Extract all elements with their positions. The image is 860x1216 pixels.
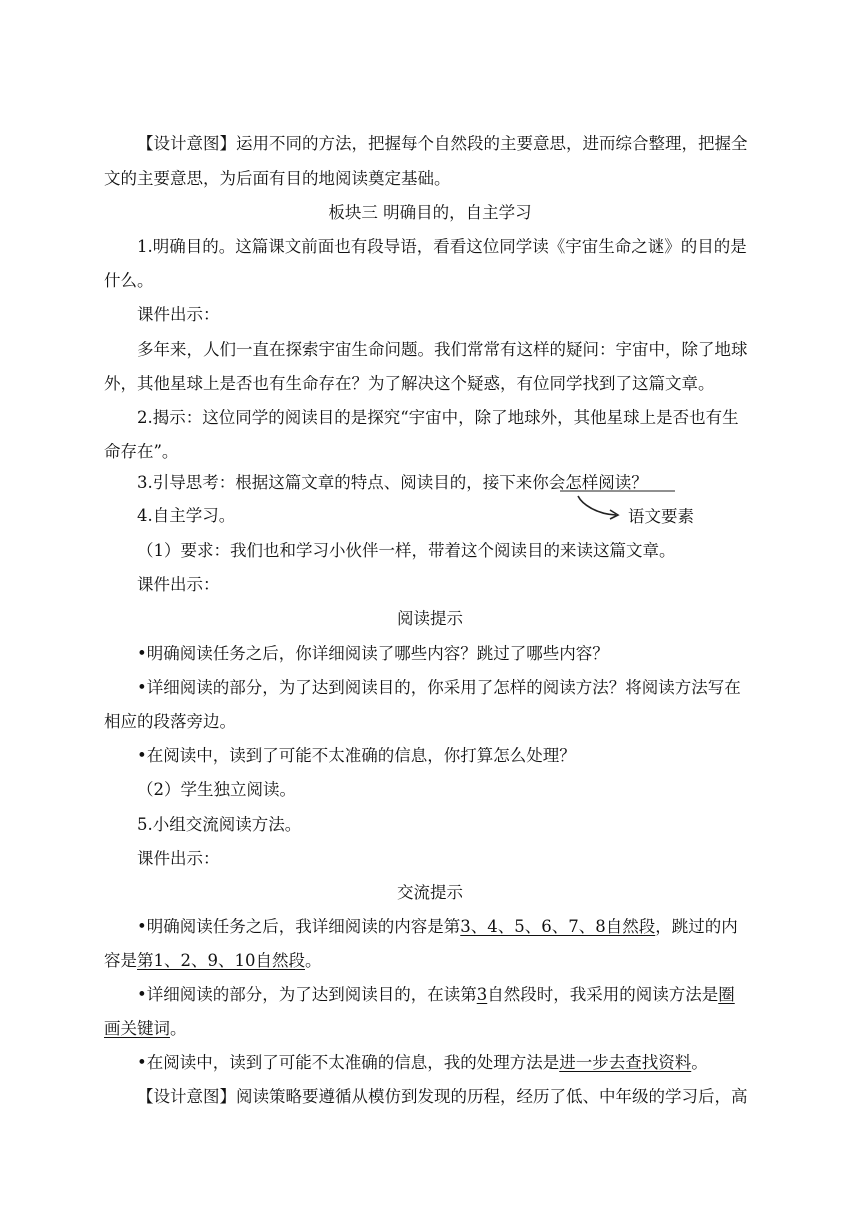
step-2-line-2: 命存在”。 <box>104 442 179 461</box>
courseware-label-3: 课件出示： <box>137 849 220 868</box>
reading-tip-2-line-1: •详细阅读的部分，为了达到阅读目的，你采用了怎样的阅读方法？将阅读方法写在 <box>137 678 741 697</box>
exchange-tip-3-line <box>137 1052 780 1074</box>
step-3-text: 3.引导思考：根据这篇文章的特点、阅读目的，接下来你会怎样阅读？ <box>137 473 648 492</box>
exchange-tip-1-underline-b: 第1、2、9、10自然段 <box>137 951 305 970</box>
design-intent-2-line-1: 【设计意图】阅读策略要遵循从模仿到发现的历程，经历了低、中年级的学习后，高 <box>137 1087 748 1106</box>
exchange-tip-1-line-1 <box>137 916 780 938</box>
exchange-tip-3-underline: 进一步去查找资料 <box>559 1053 692 1072</box>
step-1-line-1: 1.明确目的。这篇课文前面也有段导语，看看这位同学读《宇宙生命之谜》的目的是 <box>137 237 747 256</box>
exchange-tip-2-line-2 <box>104 1018 780 1040</box>
step-1-line-2: 什么。 <box>104 271 154 290</box>
exchange-tip-2-underline-a: 3 <box>476 985 488 1004</box>
reading-tips-title: 阅读提示 <box>397 609 463 628</box>
courseware-quote-line-2: 外，其他星球上是否也有生命存在？为了解决这个疑惑，有位同学找到了这篇文章。 <box>104 374 715 393</box>
exchange-tip-2-underline-b: 圈 <box>718 985 735 1004</box>
annotation-label: 语文要素 <box>628 507 694 526</box>
reading-tip-2-line-2: 相应的段落旁边。 <box>104 712 236 731</box>
courseware-label-2: 课件出示： <box>137 575 220 594</box>
design-intent-line-1: 【设计意图】运用不同的方法，把握每个自然段的主要意思，进而综合整理，把握全 <box>137 134 748 153</box>
exchange-tips-title: 交流提示 <box>397 883 463 902</box>
exchange-tip-3-text-a: •在阅读中，读到了可能不太准确的信息，我的处理方法是 <box>137 1053 560 1072</box>
step-3-line <box>137 472 780 494</box>
step-5-line: 5.小组交流阅读方法。 <box>137 815 302 834</box>
exchange-tip-2-text-b: 自然段时，我采用的阅读方法是 <box>487 985 719 1004</box>
step-4-line: 4.自主学习。 <box>137 506 236 525</box>
step-4-2-line: （2）学生独立阅读。 <box>137 780 296 799</box>
reading-tip-1: •明确阅读任务之后，你详细阅读了哪些内容？跳过了哪些内容？ <box>137 644 609 663</box>
exchange-tip-2-line-1 <box>137 984 780 1006</box>
section-title: 板块三 明确目的，自主学习 <box>328 203 532 222</box>
exchange-tip-1-text-d: 。 <box>305 951 322 970</box>
exchange-tip-1-text-a: •明确阅读任务之后，我详细阅读的内容是第 <box>137 917 461 936</box>
exchange-tip-2-text-c: 。 <box>170 1019 187 1038</box>
step-2-line-1: 2.揭示：这位同学的阅读目的是探究“宇宙中，除了地球外，其他星球上是否也有生 <box>137 408 739 427</box>
exchange-tip-1-text-b: ，跳过的内 <box>655 917 738 936</box>
exchange-tip-1-line-2 <box>104 950 780 972</box>
step-4-1-line: （1）要求：我们也和学习小伙伴一样，带着这个阅读目的来读这篇文章。 <box>137 541 676 560</box>
exchange-tip-1-underline-a: 3、4、5、6、7、8自然段 <box>460 917 656 936</box>
design-intent-line-2: 文的主要意思，为后面有目的地阅读奠定基础。 <box>104 169 451 188</box>
exchange-tip-2-text-a: •详细阅读的部分，为了达到阅读目的，在读第 <box>137 985 477 1004</box>
exchange-tip-1-text-c: 容是 <box>104 951 137 970</box>
courseware-quote-line-1: 多年来，人们一直在探索宇宙生命问题。我们常常有这样的疑问：宇宙中，除了地球 <box>137 340 748 359</box>
reading-tip-3: •在阅读中，读到了可能不太准确的信息，你打算怎么处理？ <box>137 746 576 765</box>
exchange-tip-3-text-b: 。 <box>691 1053 708 1072</box>
courseware-label-1: 课件出示： <box>137 305 220 324</box>
exchange-tip-2-underline-c: 画关键词 <box>104 1019 170 1038</box>
